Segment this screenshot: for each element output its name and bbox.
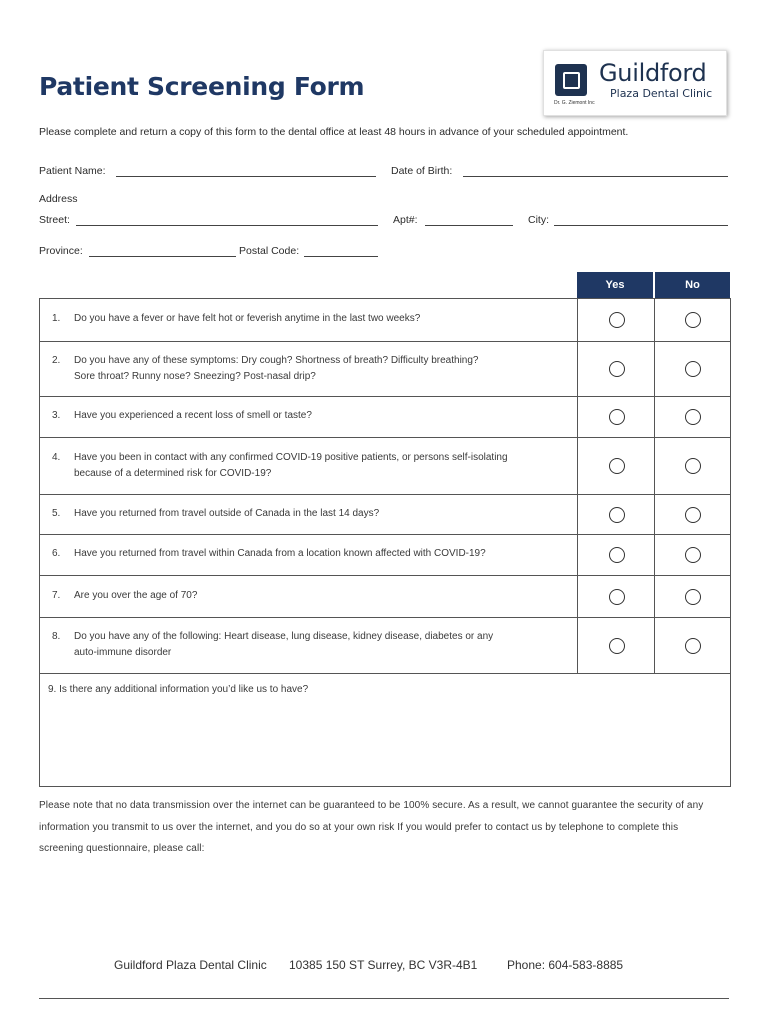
question-text: 1. Do you have a fever or have felt hot or feverish anytime in the last two weeks?	[52, 313, 421, 324]
patient-name-field[interactable]	[116, 176, 376, 177]
no-radio[interactable]	[685, 638, 701, 654]
question-text: 6. Have you returned from travel within Canada from a location known affected with COVID-19?	[52, 548, 486, 559]
question-text: 3. Have you experienced a recent loss of smell or taste?	[52, 410, 312, 421]
no-radio[interactable]	[685, 547, 701, 563]
footer-divider	[39, 998, 729, 999]
no-radio[interactable]	[685, 361, 701, 377]
screening-table	[39, 298, 731, 787]
question-row-1	[40, 299, 730, 342]
no-radio[interactable]	[685, 409, 701, 425]
no-radio[interactable]	[685, 458, 701, 474]
province-label: Province:	[39, 245, 83, 257]
yes-radio[interactable]	[609, 312, 625, 328]
yes-radio[interactable]	[609, 458, 625, 474]
logo-subtitle: Plaza Dental Clinic	[610, 87, 713, 100]
clinic-logo-icon	[555, 64, 587, 96]
question-row-6	[40, 535, 730, 576]
question-row-5	[40, 495, 730, 535]
province-field[interactable]	[89, 256, 236, 257]
apt-label: Apt#:	[393, 214, 418, 226]
question-text: 4. Have you been in contact with any confirmed COVID-19 positive patients, or persons self-isolating because of a determined risk for COVID-19?	[52, 452, 508, 479]
dob-label: Date of Birth:	[391, 165, 453, 177]
question-row-7	[40, 576, 730, 618]
yes-radio[interactable]	[609, 547, 625, 563]
city-field[interactable]	[554, 225, 728, 226]
question-row-4	[40, 438, 730, 495]
question-text: 7. Are you over the age of 70?	[52, 590, 198, 601]
yes-radio[interactable]	[609, 409, 625, 425]
footer-address: 10385 150 ST Surrey, BC V3R-4B1	[289, 958, 478, 972]
footer-clinic: Guildford Plaza Dental Clinic	[114, 958, 267, 972]
question-row-2	[40, 342, 730, 397]
question-row-8	[40, 618, 730, 674]
page-title: Patient Screening Form	[39, 72, 365, 101]
logo-name: Guildford	[599, 59, 707, 87]
no-header: No	[655, 272, 730, 298]
postal-field[interactable]	[304, 256, 378, 257]
street-field[interactable]	[76, 225, 378, 226]
dob-field[interactable]	[463, 176, 728, 177]
question-text: 2. Do you have any of these symptoms: Dry cough? Shortness of breath? Difficulty breathing? Sore throat? Runny nose? Sneezing? Post-nasal drip?	[52, 355, 479, 382]
question-row-3	[40, 397, 730, 438]
additional-info-box[interactable]	[40, 674, 730, 787]
yes-radio[interactable]	[609, 507, 625, 523]
intro-text: Please complete and return a copy of this form to the dental office at least 48 hours in advance of your scheduled appointment.	[39, 126, 629, 138]
no-radio[interactable]	[685, 507, 701, 523]
yes-header: Yes	[577, 272, 653, 298]
no-radio[interactable]	[685, 589, 701, 605]
address-heading: Address	[39, 193, 78, 205]
postal-label: Postal Code:	[239, 245, 300, 257]
question-9-text: 9. Is there any additional information you’d like us to have?	[48, 684, 309, 695]
patient-name-label: Patient Name:	[39, 165, 106, 177]
city-label: City:	[528, 214, 549, 226]
question-text: 5. Have you returned from travel outside of Canada in the last 14 days?	[52, 508, 380, 519]
apt-field[interactable]	[425, 225, 513, 226]
logo-doctor: Dr. G. Ziemont Inc	[554, 100, 595, 106]
yes-radio[interactable]	[609, 638, 625, 654]
question-text: 8. Do you have any of the following: Heart disease, lung disease, kidney disease, diabetes or any auto-immune disorder	[52, 631, 494, 658]
clinic-logo	[543, 50, 727, 116]
street-label: Street:	[39, 214, 70, 226]
footer-phone: Phone: 604-583-8885	[507, 958, 624, 972]
privacy-note: Please note that no data transmission over the internet can be guaranteed to be 100% secure. As a result, we cannot guarantee the security of any information you transmit to us over the internet, and you do so at your own risk If you would prefer to contact us by telephone to complete this screening questionnaire, please call:	[39, 800, 704, 854]
yes-radio[interactable]	[609, 361, 625, 377]
yes-radio[interactable]	[609, 589, 625, 605]
no-radio[interactable]	[685, 312, 701, 328]
